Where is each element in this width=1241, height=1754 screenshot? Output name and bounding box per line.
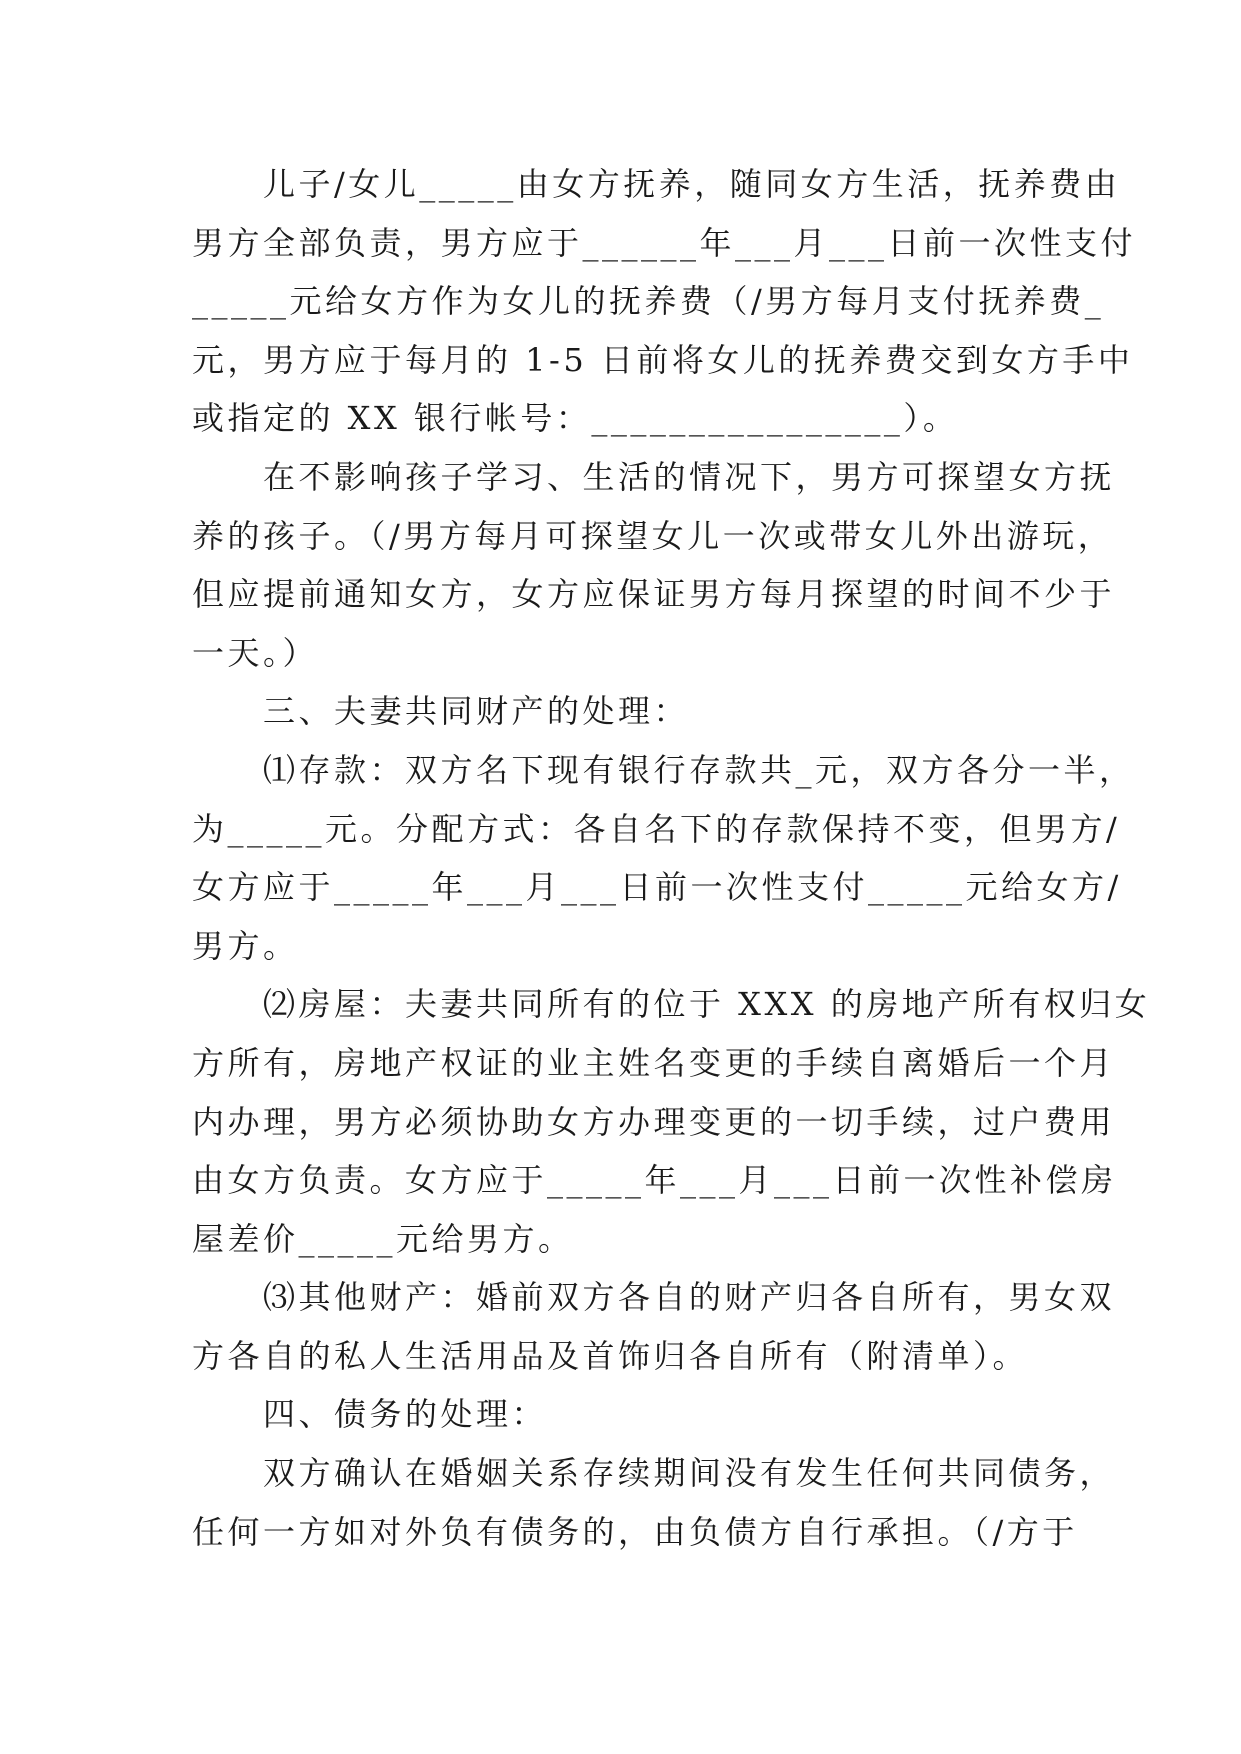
text-line: 双方确认在婚姻关系存续期间没有发生任何共同债务， bbox=[192, 1454, 1116, 1493]
text-line: 由女方负责。女方应于_____年___月___日前一次性补偿房 bbox=[192, 1161, 1117, 1200]
text-line: 男方。 bbox=[192, 926, 299, 965]
text-line: ⑴存款：双方名下现有银行存款共_元，双方各分一半， bbox=[192, 750, 1135, 789]
text-line: 方所有，房地产权证的业主姓名变更的手续自离婚后一个月 bbox=[192, 1043, 1116, 1082]
text-line: 一天。） bbox=[192, 633, 319, 672]
text-line: 但应提前通知女方，女方应保证男方每月探望的时间不少于 bbox=[192, 575, 1116, 614]
text-line: 在不影响孩子学习、生活的情况下，男方可探望女方抚 bbox=[192, 457, 1116, 496]
text-line: 为_____元。分配方式：各自名下的存款保持不变，但男方/ bbox=[192, 809, 1121, 848]
text-line: 女方应于_____年___月___日前一次性支付_____元给女方/ bbox=[192, 868, 1122, 907]
text-line: _____元给女方作为女儿的抚养费（/男方每月支付抚养费_ bbox=[192, 282, 1105, 321]
text-line: 或指定的 XX 银行帐号：________________）。 bbox=[192, 399, 959, 438]
text-line: ⑵房屋：夫妻共同所有的位于 XXX 的房地产所有权归女 bbox=[192, 985, 1151, 1024]
text-line: 任何一方如对外负有债务的，由负债方自行承担。（/方于 bbox=[192, 1512, 1078, 1551]
section-heading: 三、夫妻共同财产的处理： bbox=[192, 692, 690, 731]
section-heading: 四、债务的处理： bbox=[192, 1395, 548, 1434]
text-line: 内办理，男方必须协助女方办理变更的一切手续，过户费用 bbox=[192, 1102, 1116, 1141]
document-body bbox=[192, 155, 1151, 1561]
text-line: 男方全部负责，男方应于______年___月___日前一次性支付 bbox=[192, 223, 1137, 262]
text-line: 屋差价_____元给男方。 bbox=[192, 1219, 574, 1258]
text-line: 方各自的私人生活用品及首饰归各自所有（附清单）。 bbox=[192, 1336, 1029, 1375]
text-line: 元，男方应于每月的 1-5 日前将女儿的抚养费交到女方手中 bbox=[192, 340, 1134, 379]
text-line: 儿子/女儿_____由女方抚养，随同女方生活，抚养费由 bbox=[192, 165, 1121, 203]
text-line: ⑶其他财产：婚前双方各自的财产归各自所有，男女双 bbox=[192, 1278, 1116, 1317]
text-line: 养的孩子。（/男方每月可探望女儿一次或带女儿外出游玩， bbox=[192, 516, 1114, 555]
